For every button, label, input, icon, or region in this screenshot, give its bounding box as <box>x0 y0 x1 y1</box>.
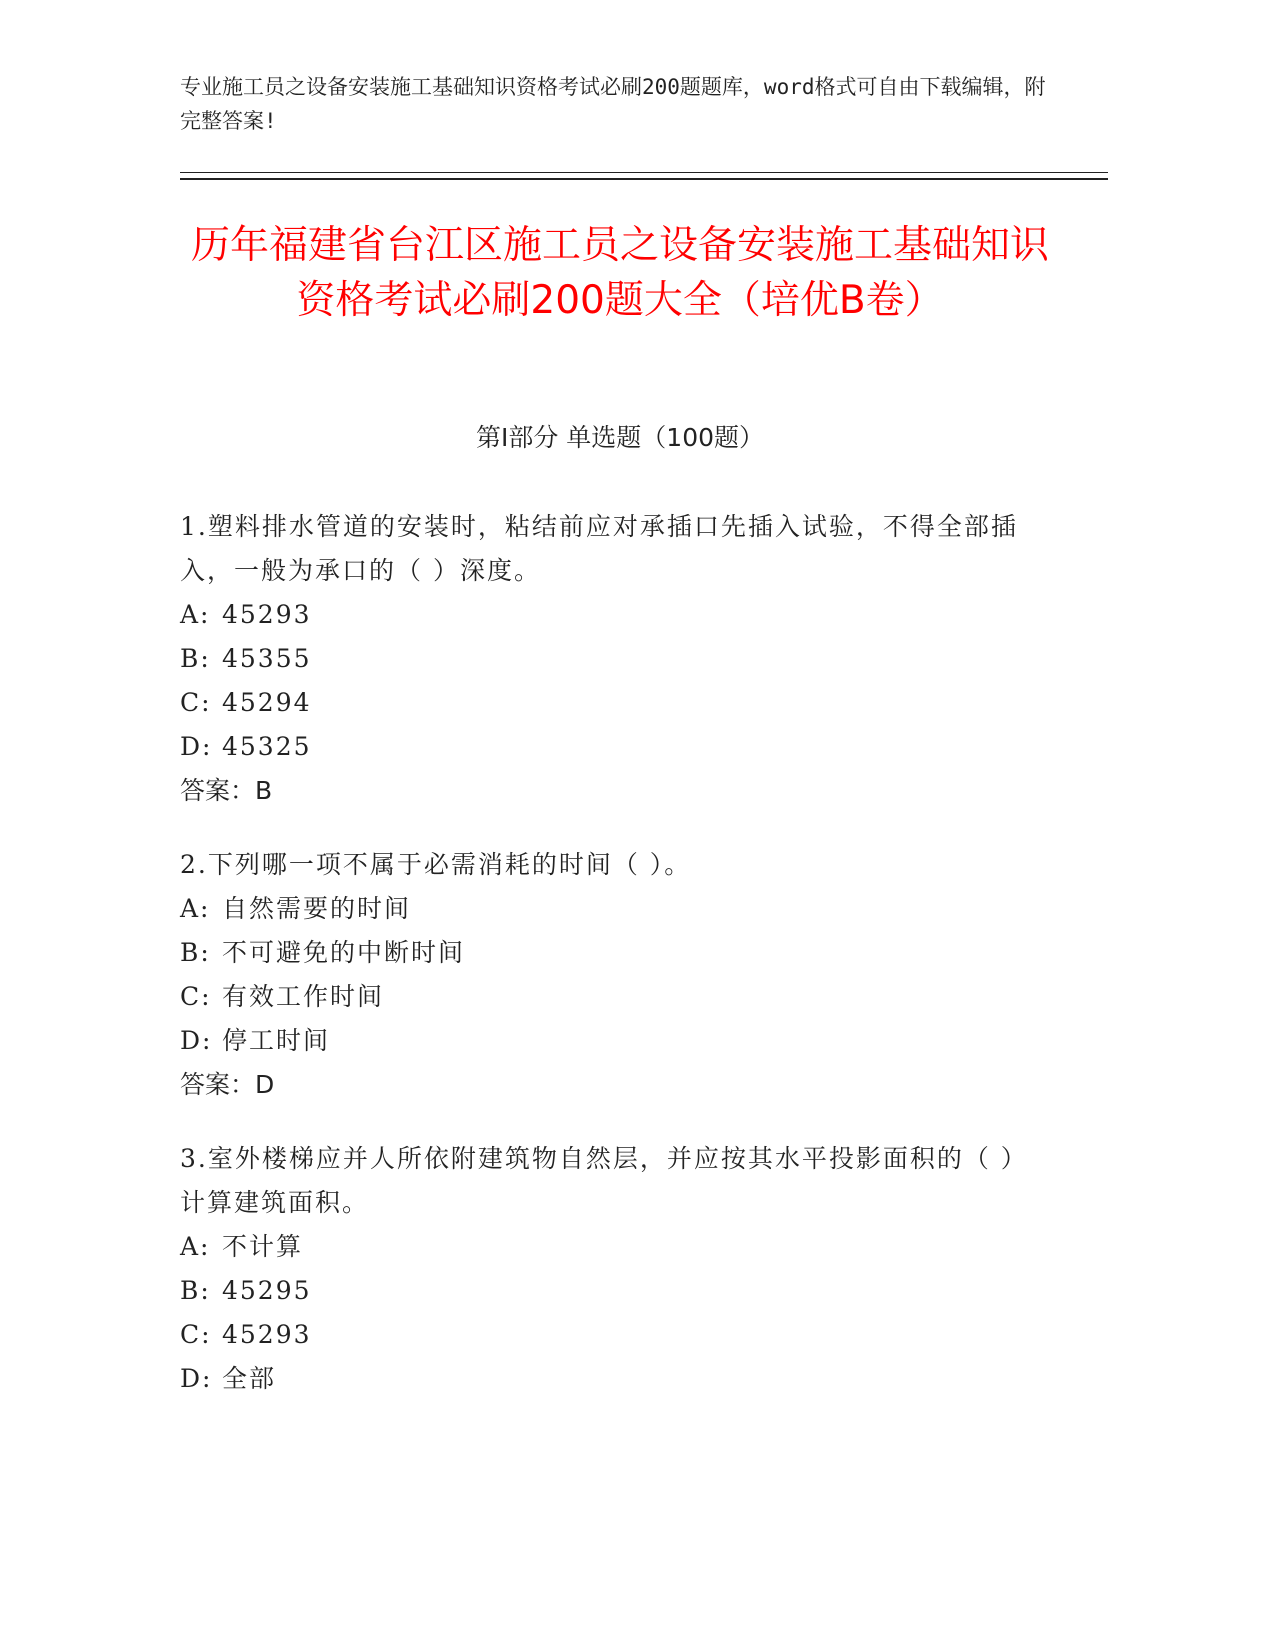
option-text: 自然需要的时间 <box>222 894 412 923</box>
option-key: D: <box>180 1026 213 1055</box>
option-key: D: <box>180 1364 213 1393</box>
question-item <box>180 843 1040 1107</box>
option-text: 45293 <box>222 1320 312 1349</box>
option-text: 45294 <box>222 688 312 717</box>
question-stem: 1.塑料排水管道的安装时，粘结前应对承插口先插入试验，不得全部插入，一般为承口的（ ）深度。 <box>180 512 1018 585</box>
option-a <box>180 593 1040 637</box>
option-key: C: <box>180 982 212 1011</box>
option-key: C: <box>180 688 212 717</box>
option-key: B: <box>180 644 211 673</box>
header-note: 专业施工员之设备安装施工基础知识资格考试必刷200题题库，word格式可自由下载编辑，附完整答案! <box>180 75 1046 133</box>
option-c <box>180 681 1040 725</box>
option-a <box>180 1225 1040 1269</box>
option-d <box>180 725 1040 769</box>
answer-line: 答案：D <box>180 1070 275 1099</box>
question-item <box>180 1137 1040 1401</box>
question-item <box>180 505 1040 813</box>
option-text: 不可避免的中断时间 <box>222 938 466 967</box>
option-d <box>180 1019 1040 1063</box>
option-text: 45355 <box>222 644 312 673</box>
option-key: C: <box>180 1320 212 1349</box>
answer-line: 答案：B <box>180 776 273 805</box>
option-b <box>180 1269 1040 1313</box>
option-b <box>180 931 1040 975</box>
option-key: A: <box>180 600 211 629</box>
document-title: 历年福建省台江区施工员之设备安装施工基础知识资格考试必刷200题大全（培优B卷） <box>190 223 1049 323</box>
option-c <box>180 975 1040 1019</box>
option-text: 有效工作时间 <box>222 982 385 1011</box>
option-text: 45325 <box>222 732 312 761</box>
option-key: B: <box>180 1276 211 1305</box>
option-text: 停工时间 <box>222 1026 331 1055</box>
option-key: A: <box>180 894 211 923</box>
option-text: 45295 <box>222 1276 312 1305</box>
option-d <box>180 1357 1040 1401</box>
option-c <box>180 1313 1040 1357</box>
header-divider-thin <box>180 172 1108 173</box>
section-title: 第Ⅰ部分 单选题（100题） <box>475 423 765 452</box>
option-text: 45293 <box>222 600 312 629</box>
option-key: A: <box>180 1232 211 1261</box>
option-text: 全部 <box>222 1364 277 1393</box>
question-list <box>180 505 1040 1431</box>
option-key: B: <box>180 938 211 967</box>
option-b <box>180 637 1040 681</box>
option-a <box>180 887 1040 931</box>
question-stem: 3.室外楼梯应并人所依附建筑物自然层，并应按其水平投影面积的（ ）计算建筑面积。 <box>180 1144 1028 1217</box>
header-divider-thick <box>180 178 1108 180</box>
question-stem: 2.下列哪一项不属于必需消耗的时间（ ）。 <box>180 850 692 879</box>
option-key: D: <box>180 732 213 761</box>
option-text: 不计算 <box>222 1232 304 1261</box>
